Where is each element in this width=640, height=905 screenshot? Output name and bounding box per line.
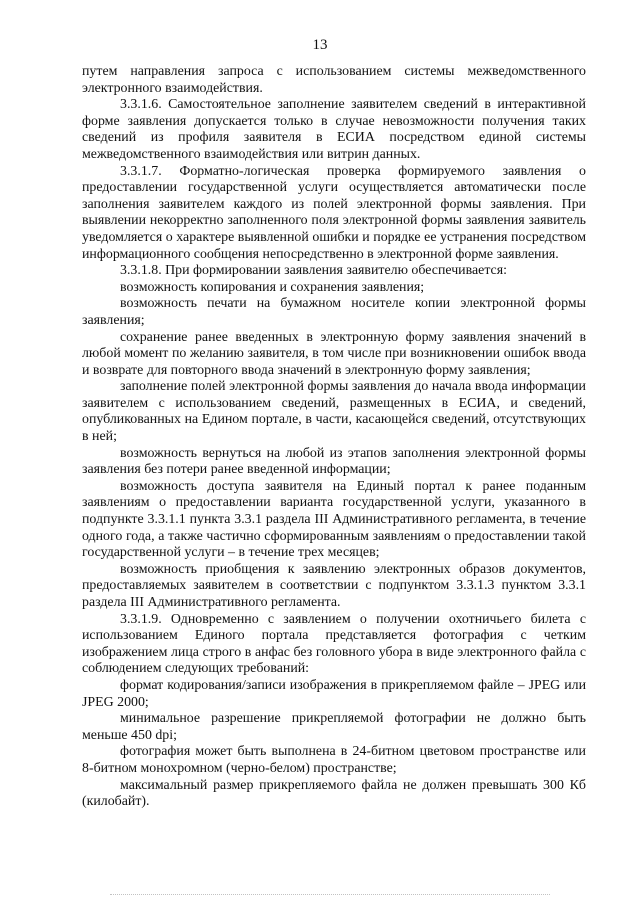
paragraph-continuation: путем направления запроса с использованием системы межведомственного электронного взаимодействия.: [82, 64, 586, 96]
list-item-save-values: сохранение ранее введенных в электронную форму заявления значений в любой момент по желанию заявителя, в том числе при возникновении ошибок ввода и возврате для повторного ввода значений в электронную форму заявления;: [82, 329, 586, 378]
paragraph-3-3-1-7: 3.3.1.7. Форматно-логическая проверка формируемого заявления о предоставлении государственной услуги осуществляется автоматически после заполнения заявителем каждого из полей электронной формы заявления. При выявлении некорректно заполненного поля электронной формы заявления заявитель уведомляется о характере выявленной ошибки и порядке ее устранения посредством информационного сообщения непосредственно в электронной форме заявления.: [82, 163, 586, 262]
list-item-format: формат кодирования/записи изображения в прикрепляемом файле – JPEG или JPEG 2000;: [82, 677, 586, 710]
paragraph-3-3-1-8: 3.3.1.8. При формировании заявления заявителю обеспечивается:: [120, 263, 507, 279]
page-number: 13: [312, 37, 328, 53]
list-item-prefill: заполнение полей электронной формы заявления до начала ввода информации заявителем с использованием сведений, размещенных в ЕСИА, и сведений, опубликованных на Едином портале, в части, касающейся сведений, отсутствующих в ней;: [82, 379, 586, 445]
list-item-print: возможность печати на бумажном носителе копии электронной формы заявления;: [82, 296, 586, 328]
list-item-attach-docs: возможность приобщения к заявлению электронных образов документов, предоставляемых заявителем в соответствии с подпунктом 3.3.1.3 пунктом 3.3.1 раздела III Административного регламента.: [82, 561, 586, 610]
list-item-return-step: возможность вернуться на любой из этапов заполнения электронной формы заявления без потери ранее введенной информации;: [82, 445, 586, 478]
list-item-color-space: фотография может быть выполнена в 24-битном цветовом пространстве или 8-битном монохромном (черно-белом) пространстве;: [82, 744, 586, 776]
document-body: [82, 64, 586, 811]
paragraph-3-3-1-6: 3.3.1.6. Самостоятельное заполнение заявителем сведений в интерактивной форме заявления допускается только в случае невозможности получения таких сведений из профиля заявителя в ЕСИА посредством единой системы межведомственного взаимодействия или витрин данных.: [82, 97, 586, 162]
paragraph-3-3-1-9: 3.3.1.9. Одновременно с заявлением о получении охотничьего билета с использованием Единого портала представляется фотография с четким изображением лица строго в анфас без головного убора в виде электронного файла с соблюдением следующих требований:: [82, 611, 586, 677]
list-item-portal-access: возможность доступа заявителя на Единый портал к ранее поданным заявлениям о предоставлении варианта государственной услуги, указанного в подпункте 3.3.1.1 пункта 3.3.1 раздела III Административного регламента, в течение одного года, а также частично сформированным заявлениям о предоставлении такой государственной услуги – в течение трех месяцев;: [82, 478, 586, 561]
list-item-max-size: максимальный размер прикрепляемого файла не должен превышать 300 Кб (килобайт).: [82, 777, 586, 810]
list-item-copy-save: возможность копирования и сохранения заявления;: [120, 279, 425, 295]
scan-edge-line: [110, 894, 550, 895]
list-item-resolution: минимальное разрешение прикрепляемой фотографии не должно быть меньше 450 dpi;: [82, 711, 586, 743]
